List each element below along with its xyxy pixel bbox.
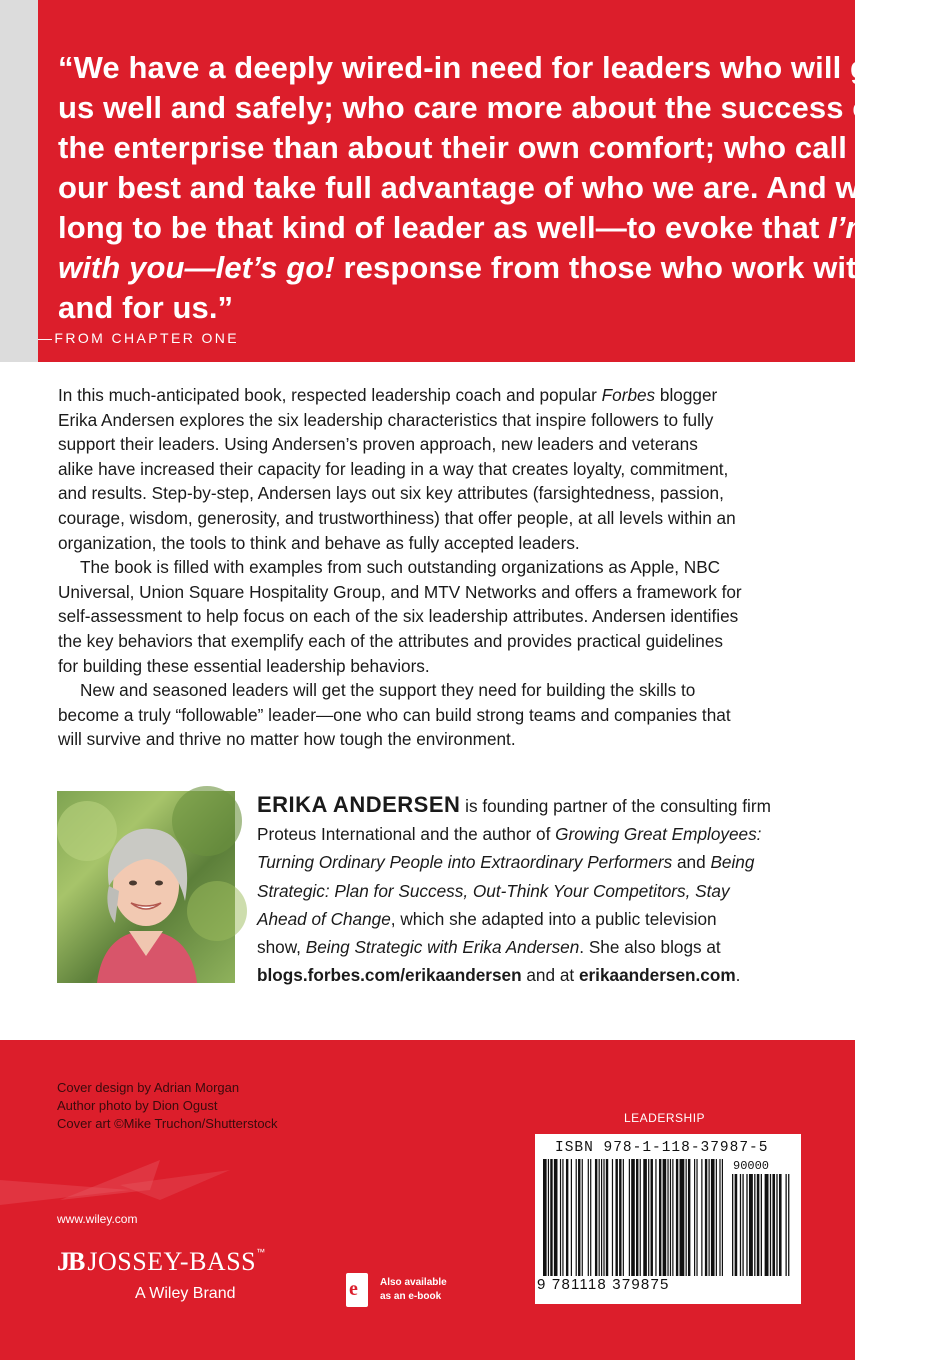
text: . She also blogs at [579, 937, 721, 958]
barcode-bar [670, 1159, 671, 1276]
barcode-bar [603, 1159, 604, 1276]
cover-credits [57, 1079, 278, 1133]
barcode-bar [636, 1159, 638, 1276]
bio-line [257, 877, 837, 905]
barcode-bar [719, 1159, 720, 1276]
barcode-bar [615, 1159, 617, 1276]
barcode-bar [554, 1159, 558, 1276]
barcode-bar [672, 1159, 673, 1276]
barcode-main-bars [543, 1159, 723, 1276]
barcode-bar [746, 1174, 747, 1276]
barcode-bar [548, 1159, 549, 1276]
barcode-bar [612, 1159, 613, 1276]
book-title: Growing Great Employees: [555, 824, 762, 845]
trademark: ™ [256, 1247, 266, 1257]
description-line: alike have increased their capacity for leading in a way that creates loyalty, commitment, [58, 458, 729, 479]
book-category: LEADERSHIP [624, 1111, 706, 1125]
barcode-bar [648, 1159, 649, 1276]
barcode-addon-bars [732, 1174, 792, 1276]
publisher-logo [57, 1247, 265, 1277]
barcode-bar [651, 1159, 653, 1276]
description-line: Universal, Union Square Hospitality Group, and MTV Networks and offers a framework for [58, 581, 742, 602]
barcode-bar [640, 1159, 641, 1276]
barcode-bar [667, 1159, 668, 1276]
barcode-bar [722, 1159, 723, 1276]
barcode-bar [590, 1159, 591, 1276]
barcode-bar [680, 1159, 685, 1276]
barcode-bar [560, 1159, 561, 1276]
bio-line [257, 961, 837, 989]
barcode-bar [659, 1159, 661, 1276]
description-paragraph [58, 555, 833, 678]
barcode-bar [643, 1159, 647, 1276]
bio-line [257, 933, 837, 961]
quote-line [58, 248, 876, 288]
barcode-bar [716, 1159, 717, 1276]
author-photo [57, 791, 235, 983]
credit-line: Cover design by Adrian Morgan [57, 1080, 240, 1095]
quote-band [0, 0, 933, 362]
text: In this much-anticipated book, respected leadership coach and popular [58, 385, 602, 405]
barcode-bar [619, 1159, 621, 1276]
quote-attribution: —FROM CHAPTER ONE [38, 330, 240, 346]
description-line: the key behaviors that exemplify each of the attributes and provides practical guidelines [58, 630, 723, 651]
quote-line: and for us.” [58, 290, 234, 325]
barcode-bar [696, 1159, 697, 1276]
blog-url: blogs.forbes.com/erikaandersen [257, 965, 522, 986]
ebook-line: as an e-book [380, 1291, 442, 1302]
credit-line: Author photo by Dion Ogust [57, 1098, 218, 1113]
jb-logo-icon: JB [57, 1247, 84, 1276]
description-line: courage, wisdom, generosity, and trustworthiness) that offer people, at all levels within an [58, 507, 736, 528]
description-line: New and seasoned leaders will get the support they need for building the skills to [80, 680, 696, 701]
text: , which she adapted into a public television [390, 908, 717, 929]
quote-emphasis: I’m [828, 210, 874, 245]
barcode-bar [770, 1174, 771, 1276]
barcode-bar [765, 1174, 769, 1276]
quote-line: “We have a deeply wired-in need for leaders who will guide [58, 50, 933, 85]
barcode-bar [655, 1159, 656, 1276]
quote-line: us well and safely; who care more about the success of [58, 90, 882, 125]
spine-strip [0, 0, 38, 362]
text: blogger [655, 385, 718, 405]
barcode-bar [601, 1159, 602, 1276]
barcode-bar [562, 1159, 563, 1276]
barcode-bar [740, 1174, 741, 1276]
website-url: erikaandersen.com [578, 965, 736, 986]
ebook-line: Also available [380, 1277, 447, 1288]
bio-line [257, 905, 837, 933]
text: and at [521, 965, 579, 986]
quote-emphasis: with you—let’s go! [58, 250, 335, 285]
barcode-bar [749, 1174, 753, 1276]
barcode-bar [754, 1174, 755, 1276]
barcode-bar [735, 1174, 738, 1276]
barcode-bar [578, 1159, 580, 1276]
barcode-bar [701, 1159, 702, 1276]
barcode-bar [543, 1159, 547, 1276]
book-title: Strategic: Plan for Success, Out-Think Your Competitors, Stay [257, 880, 730, 901]
text: . [735, 965, 741, 986]
barcode-bar [631, 1159, 635, 1276]
isbn-label: ISBN 978-1-118-37987-5 [555, 1140, 769, 1156]
quote-line [58, 208, 874, 248]
barcode-bar [779, 1174, 782, 1276]
barcode-bar [629, 1159, 630, 1276]
pull-quote [58, 48, 933, 328]
ebook-icon-letter: e [349, 1278, 358, 1300]
barcode-bar [588, 1159, 589, 1276]
book-title: Ahead of Change [257, 908, 391, 929]
description-line: The book is filled with examples from such outstanding organizations as Apple, NBC [80, 557, 721, 578]
ebook-icon [346, 1273, 368, 1307]
quote-text: response from those who work with [334, 250, 876, 285]
author-bio [257, 791, 837, 989]
barcode-bar [742, 1174, 743, 1276]
description-line: organization, the tools to think and behave as fully accepted leaders. [58, 532, 580, 553]
text: is founding partner of the consulting firm [460, 796, 771, 816]
barcode-bar [694, 1159, 695, 1276]
barcode-bar [582, 1159, 583, 1276]
barcode-bar [571, 1159, 572, 1276]
book-title: Turning Ordinary People into Extraordinary Performers [257, 852, 673, 873]
barcode-bar [550, 1159, 552, 1276]
barcode-bar [599, 1159, 600, 1276]
isbn-barcode [535, 1134, 801, 1304]
barcode-bar [709, 1159, 710, 1276]
barcode-bar [705, 1159, 707, 1276]
author-portrait-illustration [57, 791, 235, 983]
description-line: become a truly “followable” leader—one who can build strong teams and companies that [58, 704, 731, 725]
text: and [672, 852, 711, 873]
description-line: and results. Step-by-step, Andersen lays out six key attributes (farsightedness, passion, [58, 483, 724, 504]
barcode-bar [595, 1159, 597, 1276]
description-line: self-assessment to help focus on each of the six leadership attributes. Andersen identifies [58, 606, 739, 627]
barcode-bar [788, 1174, 789, 1276]
description-paragraph [58, 383, 833, 555]
barcode-bar [676, 1159, 678, 1276]
barcode-bar [686, 1159, 687, 1276]
barcode-bar [772, 1174, 775, 1276]
barcode-bar [566, 1159, 568, 1276]
quote-line: our best and take full advantage of who we are. And we [58, 170, 878, 205]
text: Proteus International and the author of [257, 824, 556, 845]
description-line [58, 383, 833, 408]
price-code: 90000 [733, 1159, 770, 1173]
barcode-bar [606, 1159, 608, 1276]
show-title: Being Strategic with Erika Andersen [305, 937, 580, 958]
barcode-bar [776, 1174, 777, 1276]
text: show, [257, 937, 306, 958]
barcode-bar [623, 1159, 624, 1276]
description-line: support their leaders. Using Andersen’s proven approach, new leaders and veterans [58, 434, 698, 455]
description-line: will survive and thrive no matter how tough the environment. [58, 729, 516, 750]
barcode-bar [732, 1174, 733, 1276]
description-line: Erika Andersen explores the six leadership characteristics that inspire followers to fully [58, 409, 714, 430]
ebook-notice [346, 1273, 476, 1315]
quote-line: the enterprise than about their own comfort; who call out [58, 130, 905, 165]
publisher-name: JOSSEY-BASS [87, 1247, 257, 1276]
barcode-bar [757, 1174, 760, 1276]
barcode-digits: 9 781118 379875 [537, 1276, 670, 1293]
description-paragraph [58, 678, 833, 752]
credit-line: Cover art ©Mike Truchon/Shutterstock [57, 1116, 278, 1131]
bio-line [257, 848, 837, 876]
text-emphasis: Forbes [601, 385, 656, 405]
bio-line [257, 791, 837, 820]
barcode-bar [688, 1159, 690, 1276]
description-line: for building these essential leadership behaviors. [58, 655, 430, 676]
publisher-brand-line: A Wiley Brand [135, 1285, 236, 1302]
book-title: Being [710, 852, 755, 873]
author-name: ERIKA ANDERSEN [257, 792, 461, 817]
barcode-bar [663, 1159, 667, 1276]
publisher-website[interactable]: www.wiley.com [57, 1212, 138, 1226]
barcode-bar [576, 1159, 577, 1276]
barcode-bar [761, 1174, 762, 1276]
bio-line [257, 820, 837, 848]
barcode-bar [785, 1174, 786, 1276]
ebook-text [380, 1276, 447, 1304]
barcode-bar [711, 1159, 715, 1276]
book-description [58, 383, 833, 752]
quote-text: long to be that kind of leader as well—to evoke that [58, 210, 829, 245]
